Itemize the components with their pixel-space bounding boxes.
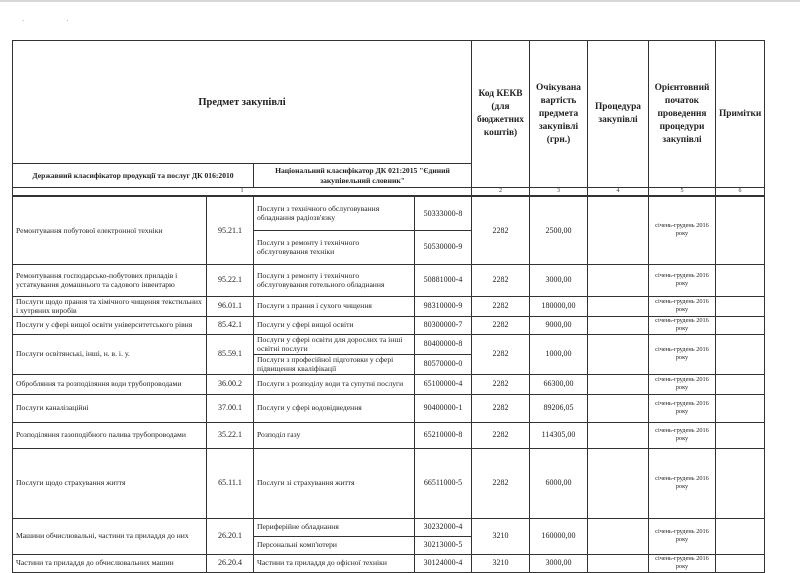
dk016-code: 95.21.1 [207,196,254,264]
notes-cell [716,196,765,264]
cpv-service: Послуги з професійної підготовки у сфері підвищення кваліфікації [254,354,415,374]
kekv-code: 2282 [472,422,530,448]
procedure-cell [588,264,649,296]
procedure-cell [588,296,649,316]
expected-cost: 180000,00 [530,296,588,316]
notes-cell [716,554,765,572]
table-row [13,374,765,394]
col-number-1: 1 [13,188,472,197]
table-row [13,422,765,448]
procedure-cell [588,374,649,394]
cpv-service: Послуги зі страхування життя [254,448,415,518]
cpv-service: Послуги з розподілу води та супутні послуги [254,374,415,394]
expected-cost: 3000,00 [530,264,588,296]
scan-top-edge [0,0,800,2]
header-subject: Предмет закупівлі [13,41,472,164]
dk016-code: 95.22.1 [207,264,254,296]
cpv-service: Персональні комп'ютери [254,536,415,554]
kekv-code: 3210 [472,554,530,572]
cpv-code: 80570000-0 [415,354,472,374]
cpv-code: 65100000-4 [415,374,472,394]
table-row [13,554,765,572]
start-period: січень-грудень 2016 року [649,316,716,334]
procedure-cell [588,316,649,334]
dk016-code: 36.00.2 [207,374,254,394]
scan-marks: · · [22,17,89,25]
procedure-cell [588,196,649,264]
kekv-code: 2282 [472,394,530,422]
cpv-code: 66511000-5 [415,448,472,518]
start-period: січень-грудень 2016 року [649,422,716,448]
dk016-code: 26.20.1 [207,518,254,554]
dk016-code: 65.11.1 [207,448,254,518]
expected-cost: 114305,00 [530,422,588,448]
dk016-code: 26.20.4 [207,554,254,572]
col-number-4: 4 [588,188,649,197]
cpv-code: 65210000-8 [415,422,472,448]
table-row [13,296,765,316]
start-period: січень-грудень 2016 року [649,518,716,554]
notes-cell [716,296,765,316]
start-period: січень-грудень 2016 року [649,196,716,264]
item-name: Послуги у сфері вищої освіти університетського рівня [13,316,207,334]
expected-cost: 89206,05 [530,394,588,422]
header-dk021: Національний класифікатор ДК 021:2015 "Єдиний закупівельний словник" [254,164,472,188]
expected-cost: 1000,00 [530,334,588,374]
col-number-3: 3 [530,188,588,197]
dk016-code: 85.59.1 [207,334,254,374]
procedure-cell [588,448,649,518]
cpv-service: Послуги з ремонту і технічного обслуговування техніки [254,230,415,264]
cpv-service: Послуги у сфері водовідведення [254,394,415,422]
cpv-service: Послуги з прання і сухого чищення [254,296,415,316]
cpv-service: Послуги у сфері вищої освіти [254,316,415,334]
procurement-table [12,40,765,573]
table-row [13,518,765,536]
start-period: січень-грудень 2016 року [649,554,716,572]
kekv-code: 3210 [472,518,530,554]
kekv-code: 2282 [472,448,530,518]
dk016-code: 96.01.1 [207,296,254,316]
procedure-cell [588,518,649,554]
expected-cost: 3000,00 [530,554,588,572]
cpv-code: 90400000-1 [415,394,472,422]
header-dk016: Державний класифікатор продукції та послуг ДК 016:2010 [13,164,254,188]
col-number-6: 6 [716,188,765,197]
start-period: січень-грудень 2016 року [649,374,716,394]
header-expected-cost: Очікувана вартість предмета закупівлі (грн.) [530,41,588,188]
cpv-service: Периферійне обладнання [254,518,415,536]
item-name: Ремонтування побутової електронної техніки [13,196,207,264]
start-period: січень-грудень 2016 року [649,264,716,296]
table-row [13,264,765,296]
procedure-cell [588,422,649,448]
table-row [13,196,765,230]
table-row [13,448,765,518]
table-row [13,394,765,422]
kekv-code: 2282 [472,264,530,296]
notes-cell [716,422,765,448]
expected-cost: 9000,00 [530,316,588,334]
item-name: Машини обчислювальні, частини та приладдя до них [13,518,207,554]
kekv-code: 2282 [472,296,530,316]
cpv-service: Послуги у сфері освіти для дорослих та інші освітні послуги [254,334,415,354]
notes-cell [716,334,765,374]
header-kekv: Код КЕКВ (для бюджетних коштів) [472,41,530,188]
cpv-code: 50881000-4 [415,264,472,296]
cpv-code: 80300000-7 [415,316,472,334]
notes-cell [716,316,765,334]
item-name: Розподіляння газоподібного палива трубопроводами [13,422,207,448]
table-body [13,196,765,572]
start-period: січень-грудень 2016 року [649,296,716,316]
item-name: Обробляння та розподіляння води трубопроводами [13,374,207,394]
header-notes: Примітки [716,41,765,188]
start-period: січень-грудень 2016 року [649,394,716,422]
kekv-code: 2282 [472,334,530,374]
item-name: Послуги освітянські, інші, н. в. і. у. [13,334,207,374]
start-period: січень-грудень 2016 року [649,334,716,374]
notes-cell [716,264,765,296]
kekv-code: 2282 [472,196,530,264]
cpv-code: 50530000-9 [415,230,472,264]
item-name: Послуги щодо страхування життя [13,448,207,518]
cpv-code: 98310000-9 [415,296,472,316]
dk016-code: 85.42.1 [207,316,254,334]
header-procedure: Процедура закупівлі [588,41,649,188]
kekv-code: 2282 [472,374,530,394]
table-row [13,316,765,334]
cpv-code: 80400000-8 [415,334,472,354]
cpv-code: 30213000-5 [415,536,472,554]
item-name: Послуги щодо прання та хімічного чищення текстильних і хутряних виробів [13,296,207,316]
notes-cell [716,518,765,554]
expected-cost: 66300,00 [530,374,588,394]
cpv-code: 30124000-4 [415,554,472,572]
notes-cell [716,448,765,518]
expected-cost: 2500,00 [530,196,588,264]
procedure-cell [588,394,649,422]
header-start: Орієнтовний початок проведення процедури закупівлі [649,41,716,188]
procedure-cell [588,334,649,374]
item-name: Ремонтування господарсько-побутових приладів і устаткування домашнього та садового інвентарю [13,264,207,296]
cpv-code: 30232000-4 [415,518,472,536]
cpv-code: 50333000-8 [415,196,472,230]
cpv-service: Розподіл газу [254,422,415,448]
table-row [13,334,765,354]
col-number-2: 2 [472,188,530,197]
cpv-service: Частини та приладдя до офісної техніки [254,554,415,572]
notes-cell [716,374,765,394]
expected-cost: 6000,00 [530,448,588,518]
item-name: Частини та приладдя до обчислювальних машин [13,554,207,572]
notes-cell [716,394,765,422]
start-period: січень-грудень 2016 року [649,448,716,518]
kekv-code: 2282 [472,316,530,334]
col-number-5: 5 [649,188,716,197]
cpv-service: Послуги з ремонту і технічного обслуговування готельного обладнання [254,264,415,296]
expected-cost: 160000,00 [530,518,588,554]
item-name: Послуги каналізаційні [13,394,207,422]
cpv-service: Послуги з технічного обслуговування обладнання радіозв'язку [254,196,415,230]
procedure-cell [588,554,649,572]
dk016-code: 35.22.1 [207,422,254,448]
dk016-code: 37.00.1 [207,394,254,422]
